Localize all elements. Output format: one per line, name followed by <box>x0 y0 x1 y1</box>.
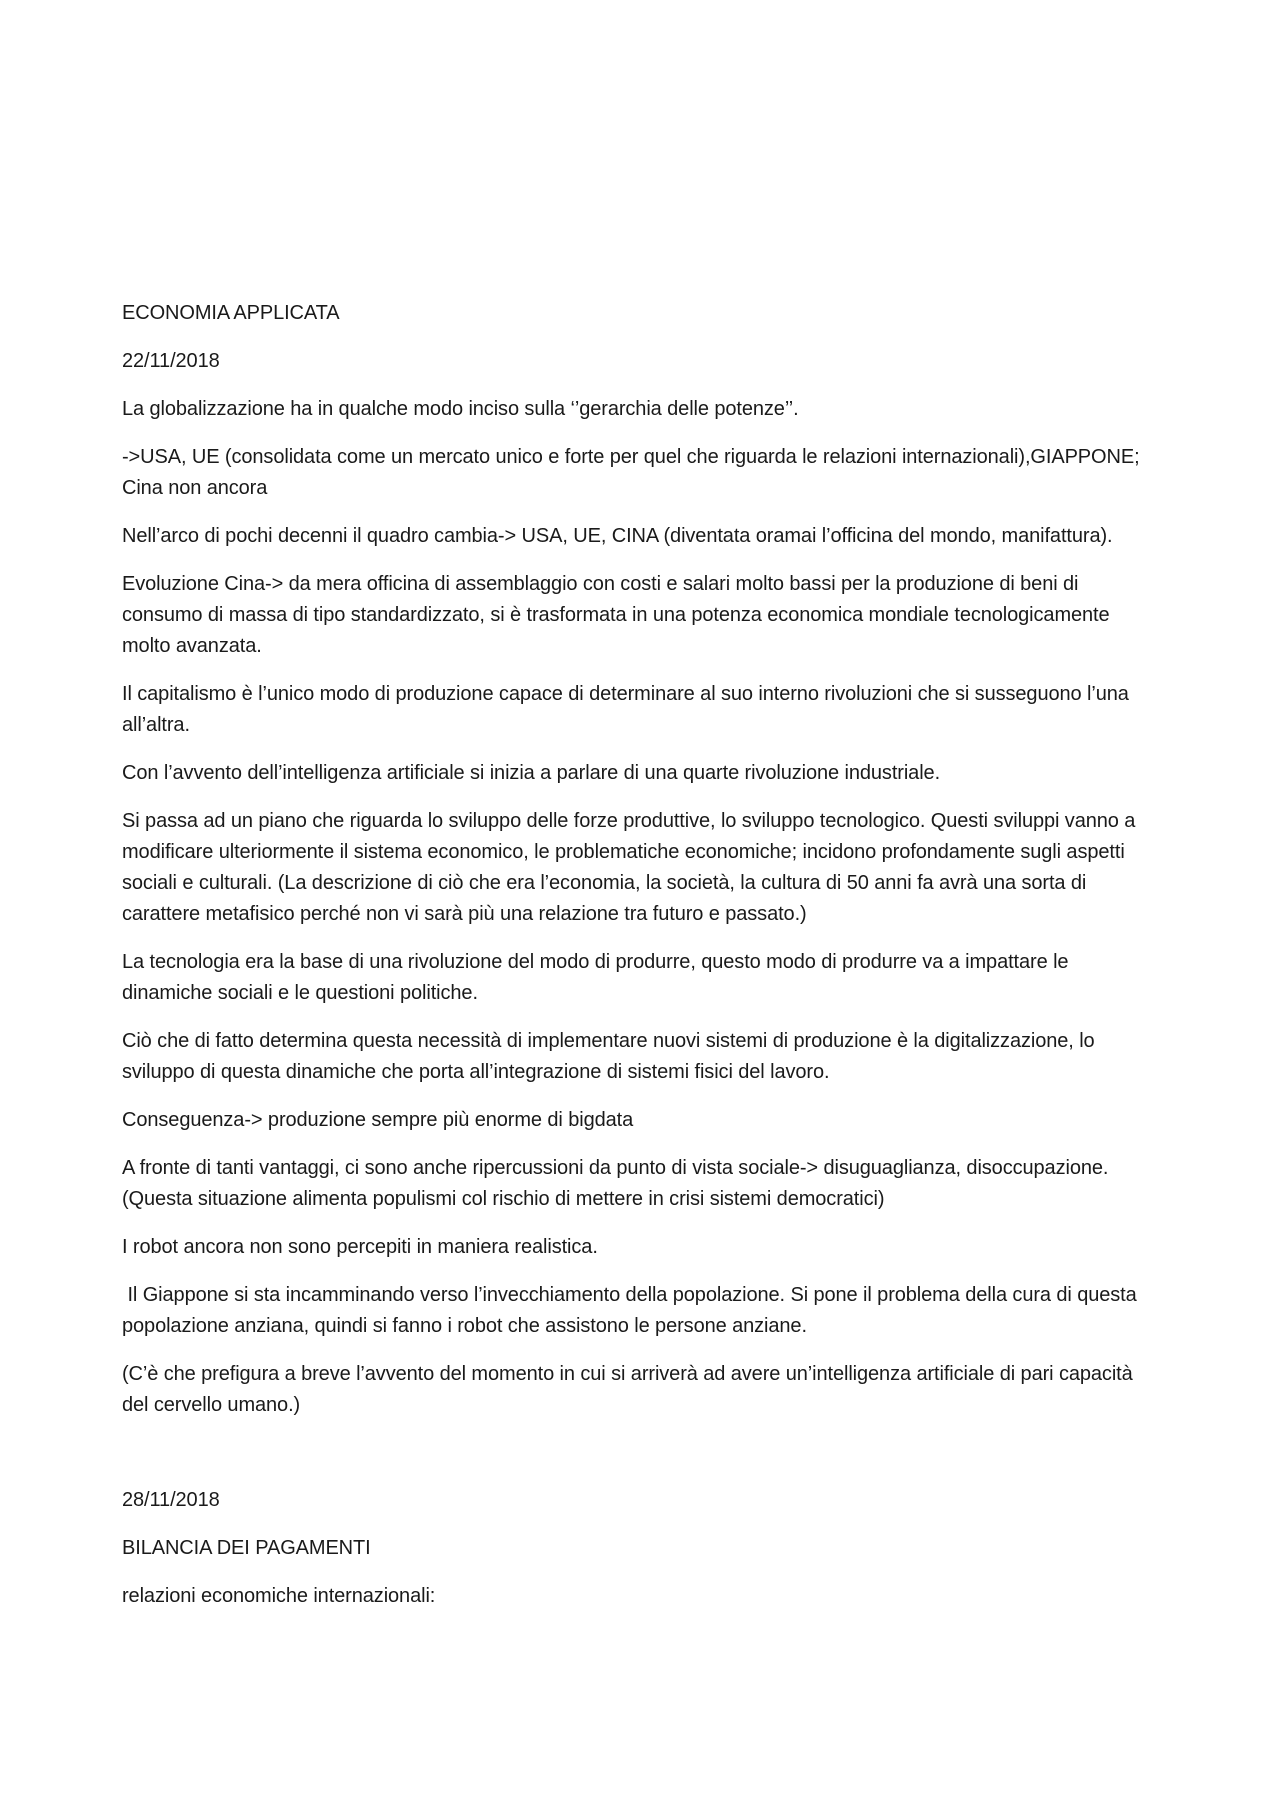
document-title: ECONOMIA APPLICATA <box>122 302 340 324</box>
paragraph: Il capitalismo è l’unico modo di produzione capace di determinare al suo interno rivoluzioni che si susseguono l’una all’altra. <box>122 683 1135 736</box>
paragraph: (C’è che prefigura a breve l’avvento del momento in cui si arriverà ad avere un’intelligenza artificiale di pari capacità del cervello umano.) <box>122 1363 1139 1416</box>
document-body <box>122 298 1162 1629</box>
paragraph: Con l’avvento dell’intelligenza artificiale si inizia a parlare di una quarte rivoluzione industriale. <box>122 762 941 784</box>
paragraph: La tecnologia era la base di una rivoluzione del modo di produrre, questo modo di produrre va a impattare le dinamiche sociali e le questioni politiche. <box>122 951 1074 1004</box>
paragraph: Si passa ad un piano che riguarda lo sviluppo delle forze produttive, lo sviluppo tecnologico. Questi sviluppi vanno a modificare ulteriormente il sistema economico, le problematiche economiche; incidono profondamente sugli aspetti sociali e culturali. (La descrizione di ciò che era l’economia, la società, la cultura di 50 anni fa avrà una sorta di carattere metafisico perché non vi sarà più una relazione tra futuro e passato.) <box>122 810 1141 925</box>
lecture-date: 22/11/2018 <box>122 350 220 372</box>
paragraph: Nell’arco di pochi decenni il quadro cambia-> USA, UE, CINA (diventata oramai l’officina del mondo, manifattura). <box>122 525 1113 547</box>
paragraph: Evoluzione Cina-> da mera officina di assemblaggio con costi e salari molto bassi per la produzione di beni di consumo di massa di tipo standardizzato, si è trasformata in una potenza economica mondiale tecnologicamente molto avanzata. <box>122 573 1115 657</box>
section-heading: BILANCIA DEI PAGAMENTI <box>122 1537 371 1559</box>
paragraph: Ciò che di fatto determina questa necessità di implementare nuovi sistemi di produzione è la digitalizzazione, lo sviluppo di questa dinamiche che porta all’integrazione di sistemi fisici del lavoro. <box>122 1030 1101 1083</box>
paragraph: Conseguenza-> produzione sempre più enorme di bigdata <box>122 1109 634 1131</box>
paragraph: ->USA, UE (consolidata come un mercato unico e forte per quel che riguarda le relazioni internazionali),GIAPPONE; Cina non ancora <box>122 446 1146 499</box>
paragraph: La globalizzazione ha in qualche modo inciso sulla ‘’gerarchia delle potenze’’. <box>122 398 799 420</box>
paragraph: Il Giappone si sta incamminando verso l’invecchiamento della popolazione. Si pone il problema della cura di questa popolazione anziana, quindi si fanno i robot che assistono le persone anziane. <box>122 1284 1143 1337</box>
paragraph: A fronte di tanti vantaggi, ci sono anche ripercussioni da punto di vista sociale-> disuguaglianza, disoccupazione. (Questa situazione alimenta populismi col rischio di mettere in crisi sistemi democratici) <box>122 1157 1114 1210</box>
section-subheading: relazioni economiche internazionali: <box>122 1585 436 1607</box>
paragraph: I robot ancora non sono percepiti in maniera realistica. <box>122 1236 598 1258</box>
lecture-date: 28/11/2018 <box>122 1489 220 1511</box>
